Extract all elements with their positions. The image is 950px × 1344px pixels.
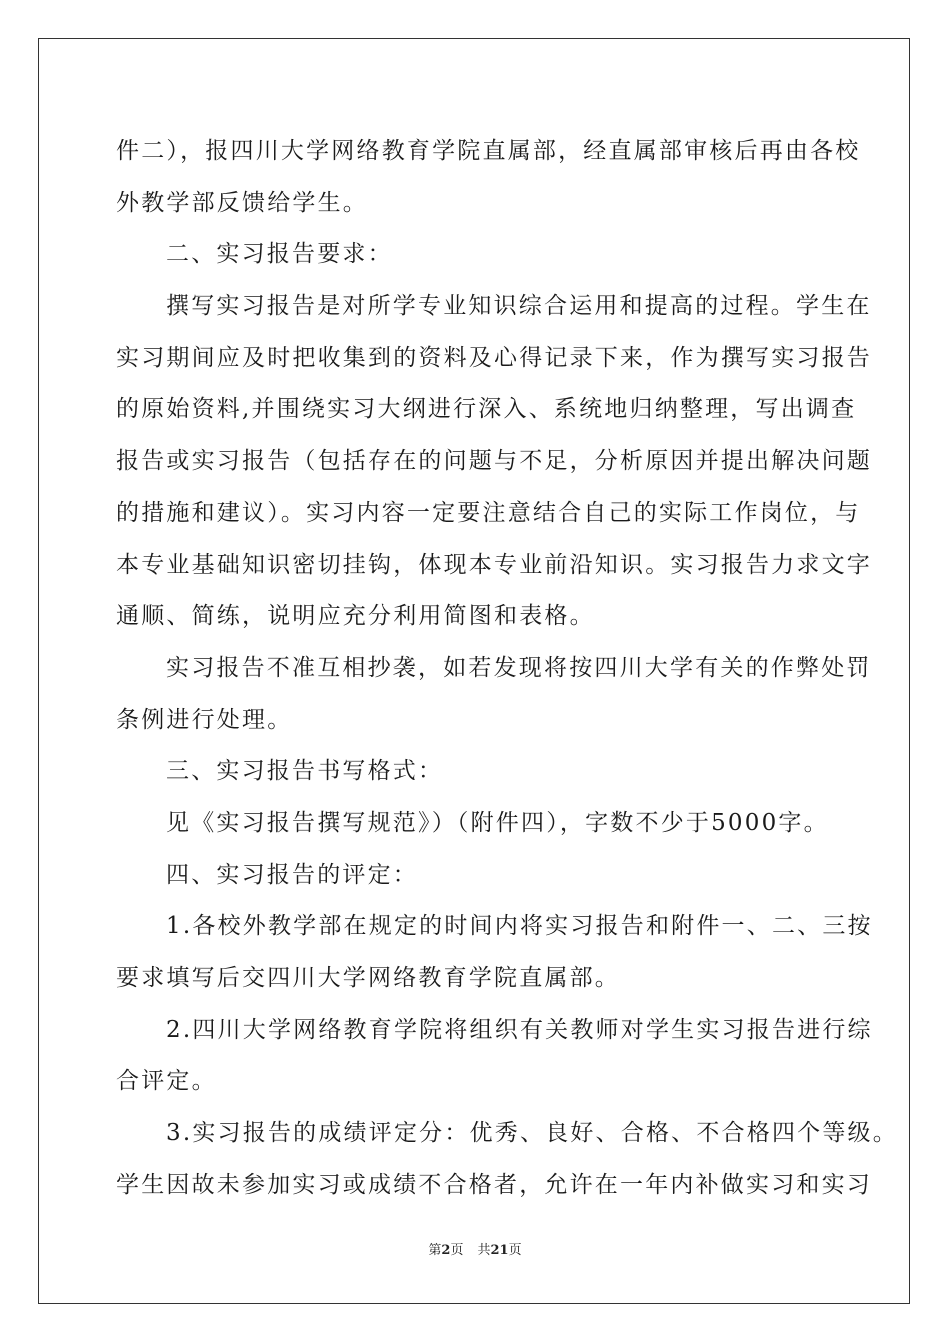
text-line: 报告或实习报告（包括存在的问题与不足，分析原因并提出解决问题 bbox=[116, 448, 872, 475]
text-line: 学生因故未参加实习或成绩不合格者，允许在一年内补做实习和实习 bbox=[116, 1171, 872, 1198]
text-line: 要求填写后交四川大学网络教育学院直属部。 bbox=[116, 965, 620, 991]
page-footer bbox=[0, 1242, 950, 1260]
text-line: 的原始资料,并围绕实习大纲进行深入、系统地归纳整理，写出调查 bbox=[116, 396, 857, 423]
section-heading: 三、实习报告书写格式： bbox=[166, 758, 444, 785]
total-suffix: 页 bbox=[508, 1243, 522, 1258]
text-line: 通顺、简练，说明应充分利用简图和表格。 bbox=[116, 603, 595, 630]
text-line: 实习报告不准互相抄袭，如若发现将按四川大学有关的作弊处罚 bbox=[166, 654, 872, 681]
section-heading: 四、实习报告的评定： bbox=[166, 861, 418, 888]
list-item: 3.实习报告的成绩评定分：优秀、良好、合格、不合格四个等级。 bbox=[166, 1120, 898, 1147]
text-line: 见《实习报告撰写规范》）（附件四），字数不少于5000字。 bbox=[166, 809, 829, 836]
section-heading: 二、实习报告要求： bbox=[166, 241, 393, 268]
document-body bbox=[116, 126, 898, 1211]
list-item: 1.各校外教学部在规定的时间内将实习报告和附件一、二、三按 bbox=[166, 913, 873, 940]
total-prefix: 共 bbox=[477, 1243, 491, 1258]
page-suffix: 页 bbox=[450, 1243, 464, 1258]
text-line: 实习期间应及时把收集到的资料及心得记录下来，作为撰写实习报告 bbox=[116, 344, 872, 371]
text-line: 件二），报四川大学网络教育学院直属部，经直属部审核后再由各校 bbox=[116, 138, 861, 164]
list-item: 2.四川大学网络教育学院将组织有关教师对学生实习报告进行综 bbox=[166, 1016, 873, 1043]
page-prefix: 第 bbox=[428, 1243, 442, 1258]
text-line: 条例进行处理。 bbox=[116, 706, 293, 733]
text-line: 合评定。 bbox=[116, 1068, 217, 1095]
text-line: 本专业基础知识密切挂钩，体现本专业前沿知识。实习报告力求文字 bbox=[116, 551, 872, 578]
text-line: 的措施和建议）。实习内容一定要注意结合自己的实际工作岗位，与 bbox=[116, 499, 861, 526]
text-line: 外教学部反馈给学生。 bbox=[116, 189, 368, 216]
total-pages: 21 bbox=[490, 1243, 509, 1258]
text-line: 撰写实习报告是对所学专业知识综合运用和提高的过程。学生在 bbox=[166, 293, 872, 320]
page-number: 2 bbox=[441, 1243, 451, 1258]
